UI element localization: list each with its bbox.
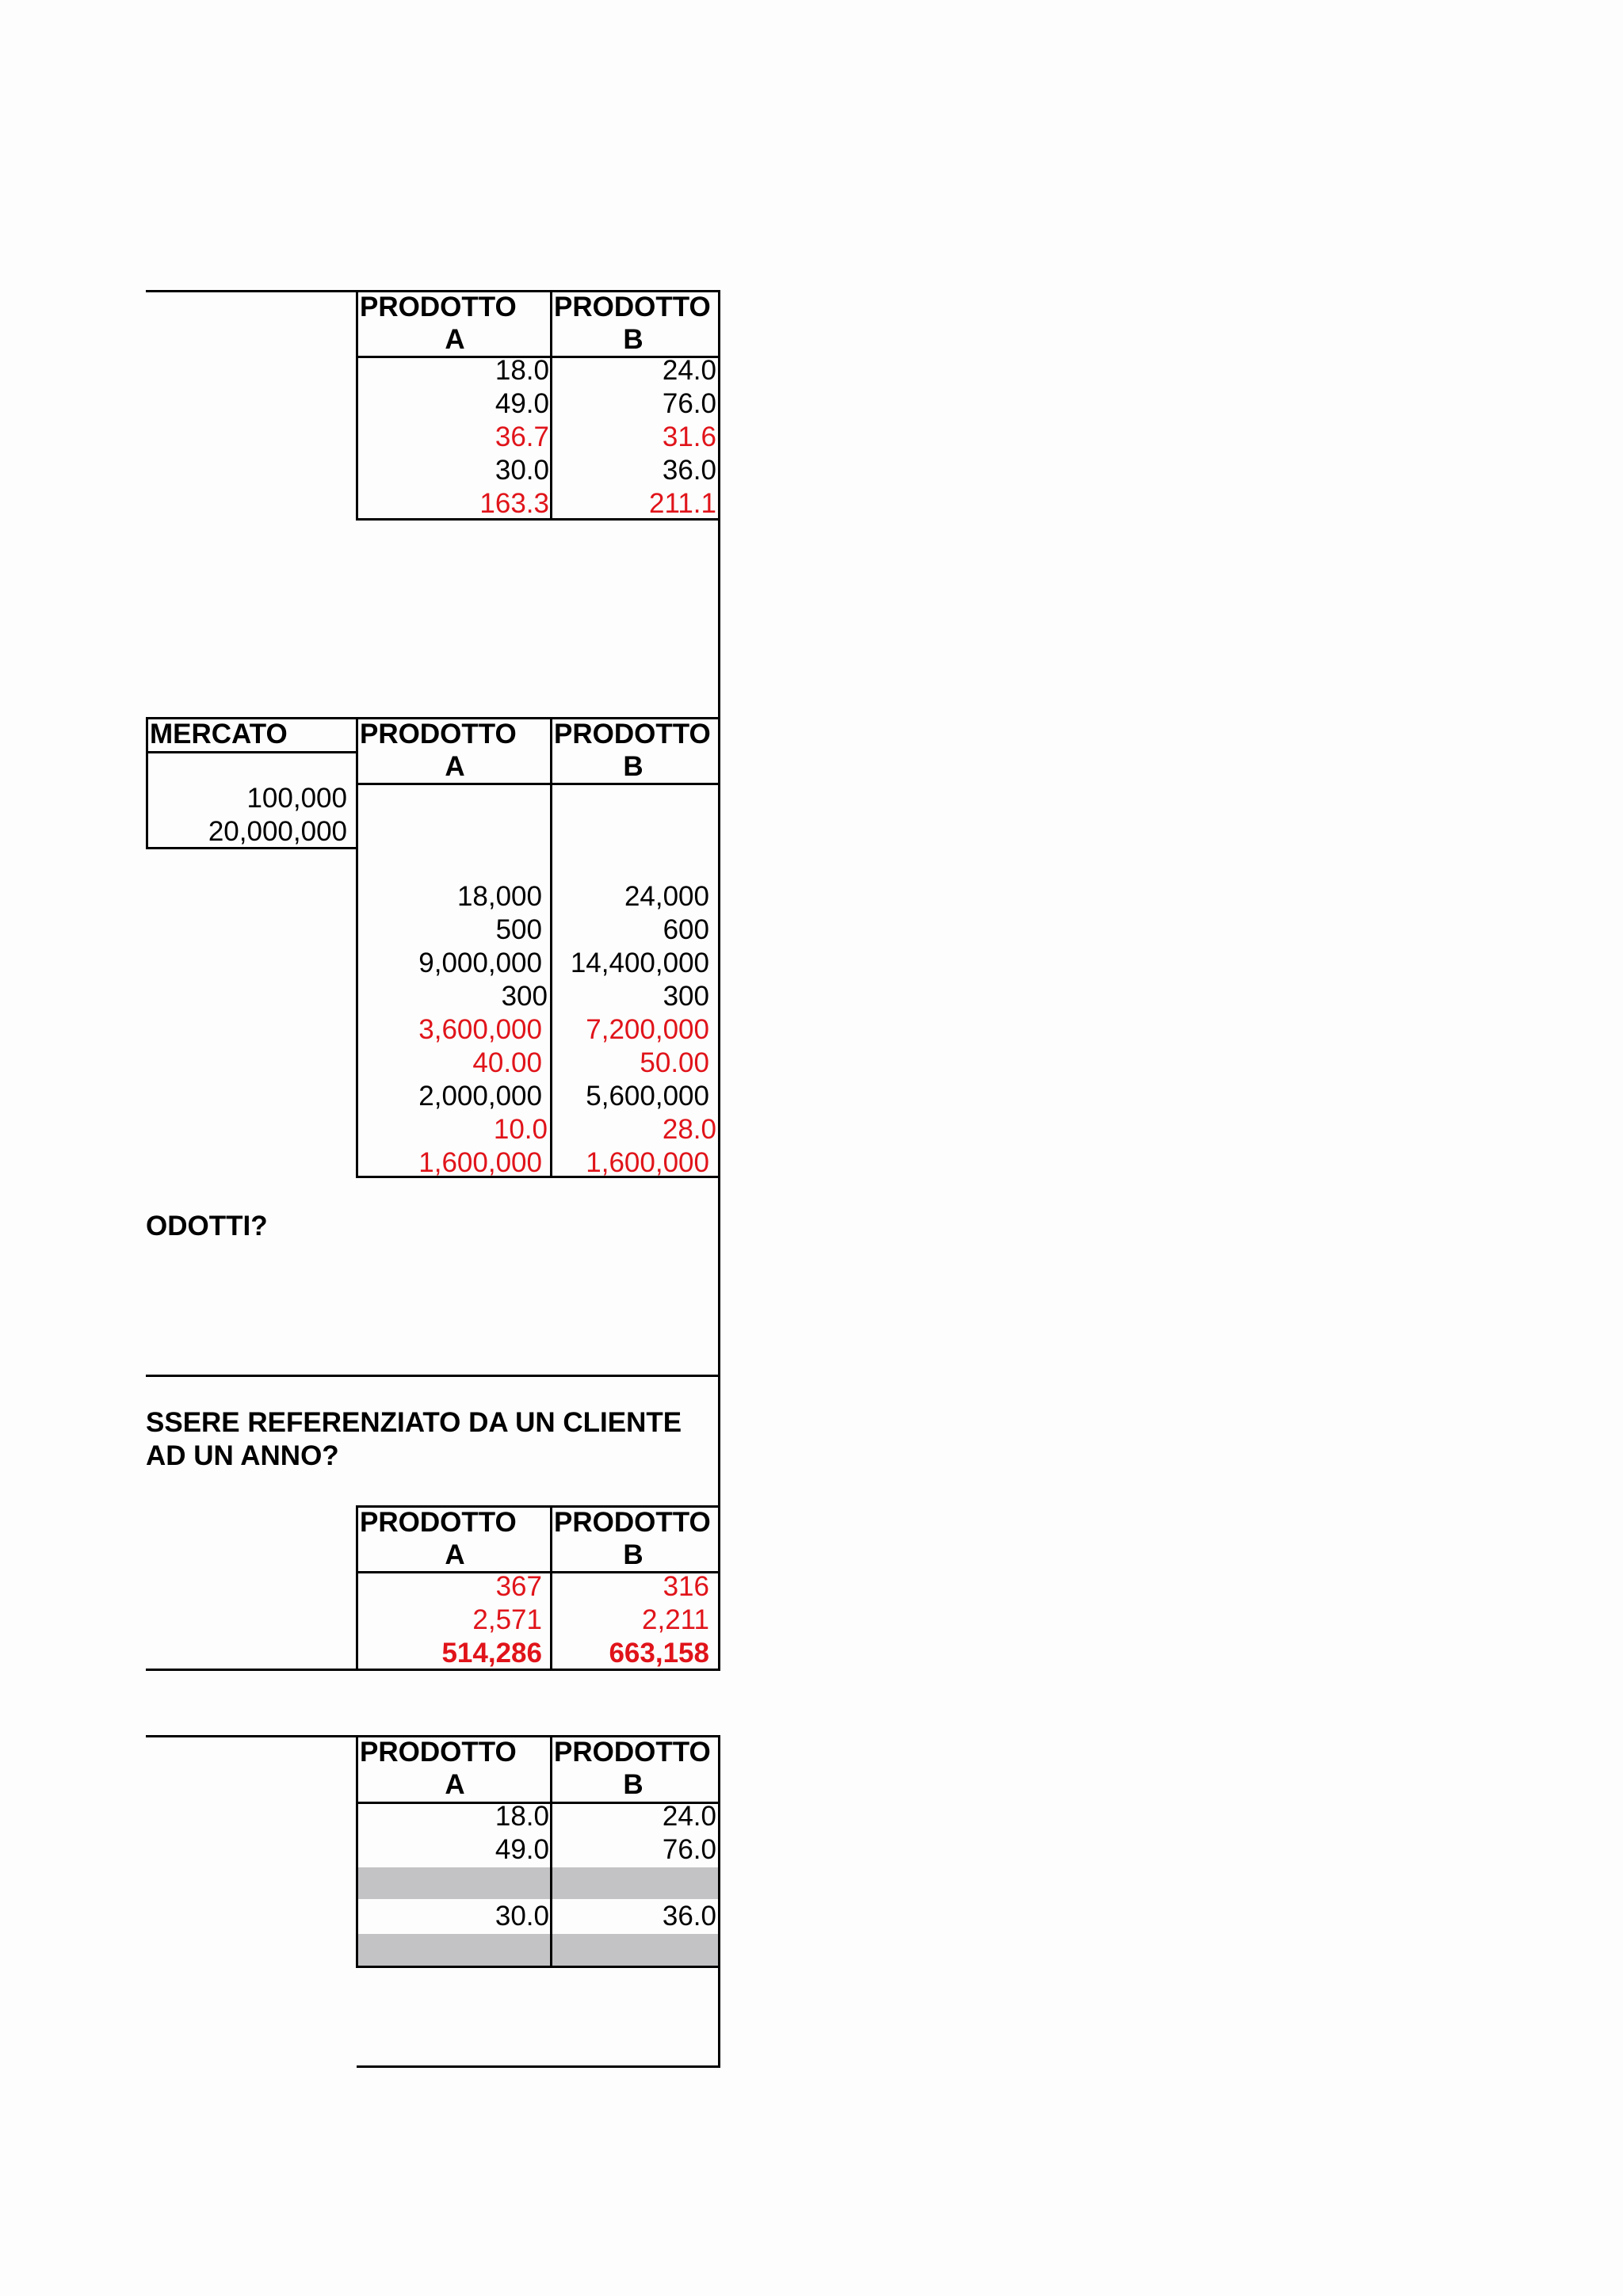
table-cell: 163.3 [479,488,549,519]
table-cell: 367 [495,1571,542,1602]
grid-line [357,783,720,785]
table-cell: 5,600,000 [586,1081,709,1112]
table-4-col-a [357,1800,549,1966]
grid-line [718,717,720,1376]
table-cell: 24.0 [662,355,716,386]
table-cell [552,1867,716,1900]
table-cell: 514,286 [441,1638,542,1669]
column-header-product-a: PRODOTTO A [360,1737,517,1800]
table-cell: 2,000,000 [418,1081,542,1112]
table-cell: 30.0 [495,455,549,486]
column-header-product-b: PRODOTTO B [554,1507,711,1570]
question-text: AD UN ANNO? [146,1440,339,1471]
table-cell: 663,158 [609,1638,709,1669]
grid-line [718,1735,720,2068]
table-cell: 300 [501,981,548,1012]
table-cell: 28.0 [662,1114,716,1145]
table-cell: 18,000 [456,881,542,912]
column-header-product-a: PRODOTTO A [360,292,517,355]
table-cell: 500 [495,914,542,945]
grid-line [718,290,720,718]
table-cell: 36.7 [495,421,549,452]
table-cell [552,1933,716,1966]
table-cell: 18.0 [495,355,549,386]
grid-line [357,2065,720,2068]
table-cell: 9,000,000 [418,948,542,978]
question-text: SSERE REFERENZIATO DA UN CLIENTE [146,1407,682,1438]
table-1-col-b [552,354,716,521]
table-cell: 76.0 [662,1834,716,1865]
table-cell: 30.0 [495,1901,549,1932]
table-cell: 211.1 [649,488,716,519]
table-cell: 40.00 [472,1047,542,1078]
table-cell: 36.0 [662,1901,716,1932]
table-3-col-b [552,1570,709,1670]
column-header-product-a: PRODOTTO A [360,1507,517,1570]
table-3-col-a [357,1570,542,1670]
table-2-col-mercato [147,782,347,849]
column-header-product-b: PRODOTTO B [554,292,711,355]
table-cell: 24,000 [624,881,709,912]
grid-line [718,1505,720,1671]
table-cell: 2,211 [642,1604,709,1635]
table-cell: 10.0 [493,1114,548,1145]
table-2-col-a [357,880,548,1180]
table-cell: 1,600,000 [586,1147,709,1178]
table-cell: 14,400,000 [570,948,709,978]
table-cell: 49.0 [495,1834,549,1865]
table-cell: 600 [663,914,709,945]
table-cell: 1,600,000 [418,1147,542,1178]
table-cell: 49.0 [495,388,549,419]
table-cell: 18.0 [495,1801,549,1832]
table-cell [357,1867,549,1900]
table-cell: 36.0 [662,455,716,486]
table-cell: 31.6 [662,421,716,452]
grid-line [146,751,357,753]
table-cell: 20,000,000 [208,816,347,847]
table-cell: 50.00 [640,1047,709,1078]
table-4-col-b [552,1800,716,1966]
column-header-product-b: PRODOTTO B [554,719,711,782]
grid-line [146,1375,720,1377]
table-cell [357,1933,549,1966]
question-text: ODOTTI? [146,1211,268,1241]
table-cell: 100,000 [246,783,347,814]
table-cell: 24.0 [662,1801,716,1832]
grid-line [718,1375,720,1506]
column-header-product-a: PRODOTTO A [360,719,517,782]
table-1-col-a [357,354,549,521]
table-cell: 2,571 [472,1604,542,1635]
table-cell: 76.0 [662,388,716,419]
column-header-mercato: MERCATO [150,719,288,749]
table-2-col-b [552,880,716,1180]
table-cell: 3,600,000 [418,1014,542,1045]
column-header-product-b: PRODOTTO B [554,1737,711,1800]
table-cell: 7,200,000 [586,1014,709,1045]
table-cell: 300 [663,981,709,1012]
table-cell: 316 [663,1571,709,1602]
